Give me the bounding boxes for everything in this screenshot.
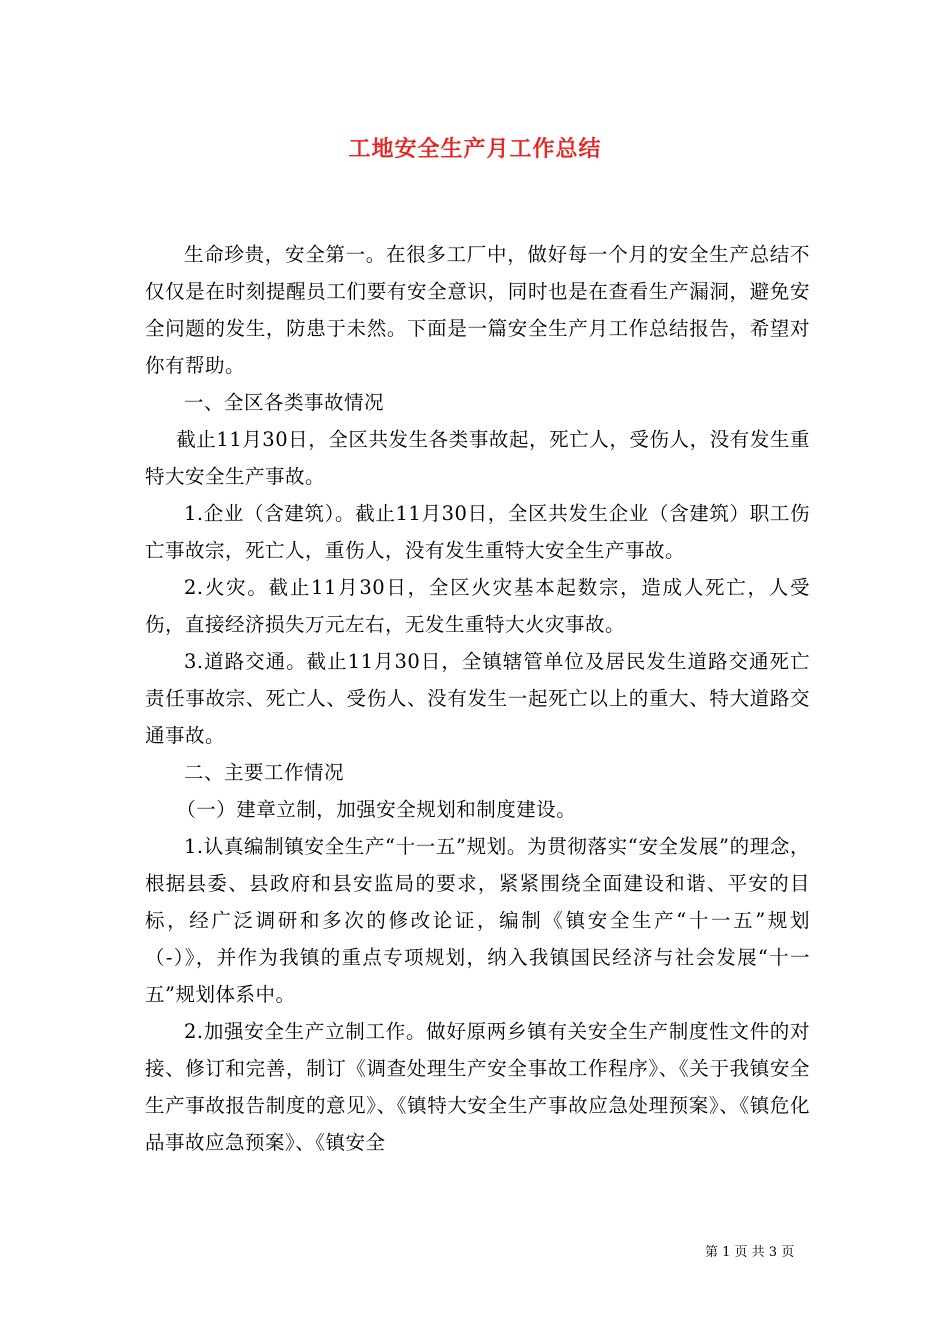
paragraph-fire: 2.火灾。截止11月30日，全区火灾基本起数宗，造成人死亡，人受伤，直接经济损失万元左右，无发生重特大火灾事故。 bbox=[145, 576, 810, 636]
paragraph-planning: 1.认真编制镇安全生产“十一五”规划。为贯彻落实“安全发展”的理念，根据县委、县政府和县安监局的要求，紧紧围绕全面建设和谐、平安的目标，经广泛调研和多次的修改论证，编制《镇安全生产“十一五”规划（-）》，并作为我镇的重点专项规划，纳入我镇国民经济与社会发展“十一五”规划体系中。 bbox=[145, 835, 810, 1006]
paragraph-enterprise: 1.企业（含建筑）。截止11月30日，全区共发生企业（含建筑）职工伤亡事故宗，死亡人，重伤人，没有发生重特大安全生产事故。 bbox=[145, 502, 810, 562]
subsection-heading-1: （一）建章立制，加强安全规划和制度建设。 bbox=[176, 798, 577, 821]
document-title: 工地安全生产月工作总结 bbox=[348, 136, 602, 162]
paragraph-regulations: 2.加强安全生产立制工作。做好原两乡镇有关安全生产制度性文件的对接、修订和完善，制订《调查处理生产安全事故工作程序》、《关于我镇安全生产事故报告制度的意见》、《镇特大安全生产事故应急处理预案》、《镇危化品事故应急预案》、《镇安全 bbox=[145, 1020, 810, 1154]
section-heading-1: 一、全区各类事故情况 bbox=[184, 391, 385, 414]
section-heading-2: 二、主要工作情况 bbox=[184, 761, 345, 784]
paragraph-intro: 生命珍贵，安全第一。在很多工厂中，做好每一个月的安全生产总结不仅仅是在时刻提醒员工们要有安全意识，同时也是在查看生产漏洞，避免安全问题的发生，防患于未然。下面是一篇安全生产月工作总结报告，希望对你有帮助。 bbox=[145, 243, 810, 377]
paragraph-summary: 截止11月30日，全区共发生各类事故起，死亡人，受伤人，没有发生重特大安全生产事故。 bbox=[145, 428, 810, 488]
document-body bbox=[145, 236, 810, 1161]
paragraph-traffic: 3.道路交通。截止11月30日，全镇辖管单位及居民发生道路交通死亡责任事故宗、死亡人、受伤人、没有发生一起死亡以上的重大、特大道路交通事故。 bbox=[145, 650, 810, 747]
page-number: 第 1 页 共 3 页 bbox=[705, 1245, 795, 1260]
